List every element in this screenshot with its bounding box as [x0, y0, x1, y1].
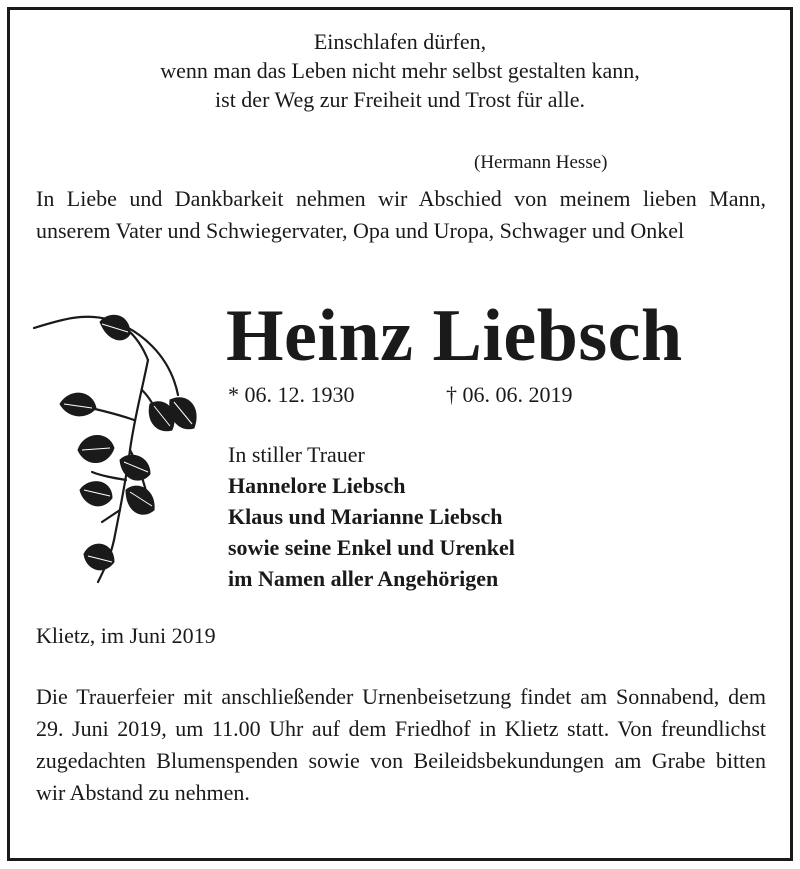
deceased-name: Heinz Liebsch — [226, 295, 683, 377]
mourner-line: Klaus und Marianne Liebsch — [228, 504, 503, 529]
birth-date: * 06. 12. 1930 — [228, 382, 355, 407]
quote-line: Einschlafen dürfen, — [313, 29, 487, 54]
mourner-line: im Namen aller Angehörigen — [228, 566, 499, 591]
place-date: Klietz, im Juni 2019 — [36, 623, 216, 648]
mourner-line: sowie seine Enkel und Urenkel — [228, 535, 515, 560]
intro-text: In Liebe und Dankbarkeit nehmen wir Abschied von meinem lieben Mann, unserem Vater und Schwiegervater, Opa und Uropa, Schwager und Onkel — [36, 186, 766, 243]
mourners-block — [228, 439, 515, 594]
death-date: † 06. 06. 2019 — [446, 382, 573, 407]
quote-block — [0, 27, 800, 173]
funeral-notice: Die Trauerfeier mit anschließender Urnenbeisetzung findet am Sonnabend, dem 29. Juni 2019, um 11.00 Uhr auf dem Friedhof in Klietz statt. Von freundlichst zugedachten Blumenspenden sowie von Beileidsbekundungen am Grabe bitten wir Abstand zu nehmen. — [36, 684, 766, 805]
birch-branch-icon — [30, 300, 210, 590]
mourners-heading: In stiller Trauer — [228, 442, 365, 467]
mourner-line: Hannelore Liebsch — [228, 473, 406, 498]
quote-line: wenn man das Leben nicht mehr selbst gestalten kann, — [160, 58, 640, 83]
quote-line: ist der Weg zur Freiheit und Trost für alle. — [215, 87, 585, 112]
quote-author: (Hermann Hesse) — [474, 152, 608, 173]
